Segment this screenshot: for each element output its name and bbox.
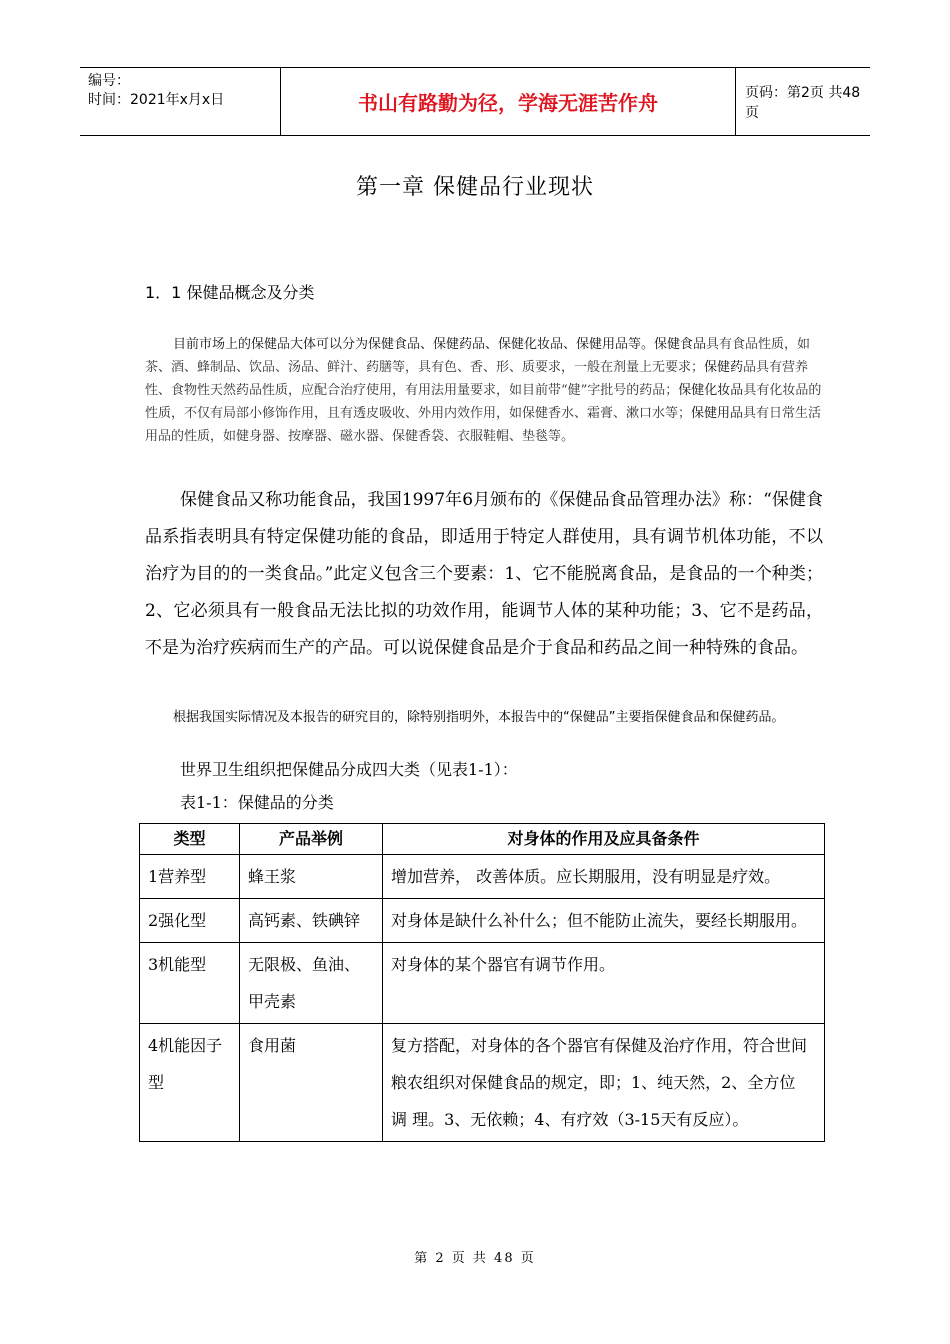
table-caption: 表1-1：保健品的分类: [180, 793, 334, 812]
table-cell: 蜂王浆: [240, 855, 383, 899]
header-page-info: 页码：第2页 共48页: [745, 84, 861, 121]
table-cell: 对身体的某个器官有调节作用。: [383, 943, 825, 1024]
chapter-title: 第一章 保健品行业现状: [356, 175, 594, 200]
table-cell: 4机能因子型: [140, 1024, 240, 1142]
paragraph-who: 世界卫生组织把保健品分成四大类（见表1-1）：: [180, 760, 518, 779]
table-row: [140, 943, 825, 1024]
table-cell: 对身体是缺什么补什么；但不能防止流失，要经长期服用。: [383, 899, 825, 943]
para1-g: 保健用品: [691, 406, 744, 421]
para1-c: 保健药: [704, 360, 744, 375]
table-cell: 食用菌: [240, 1024, 383, 1142]
para1-b: 具有食品性质，如茶、酒、蜂制品、饮品、汤品、鲜汁、药膳等，具有色、香、形、质要求，一般在剂量上无要求；: [145, 337, 811, 375]
number-label: 编号：: [88, 73, 130, 89]
table-header: 对身体的作用及应具备条件: [383, 824, 825, 855]
table-cell: 2强化型: [140, 899, 240, 943]
table-cell: 无限极、鱼油、甲壳素: [240, 943, 383, 1024]
table-header: 类型: [140, 824, 240, 855]
table-header: 产品举例: [240, 824, 383, 855]
table-cell: 复方搭配，对身体的各个器官有保健及治疗作用，符合世间粮农组织对保健食品的规定，即；1、纯天然，2、全方位 调 理。3、无依赖；4、有疗效（3-15天有反应）。: [383, 1024, 825, 1142]
para1-a: 目前市场上的保健品大体可以分为保健食品、保健药品、保健化妆品、保健用品等。保健食品: [173, 337, 707, 352]
table-cell: 增加营养， 改善体质。应长期服用，没有明显是疗效。: [383, 855, 825, 899]
time-label: 时间：2021年x月x日: [88, 92, 225, 108]
header-meta: [88, 72, 224, 110]
para1-f: 具有化妆品的性质，不仅有局部小修饰作用，且有透皮吸收、外用内效作用，如保健香水、霜膏、漱口水等；: [145, 383, 822, 421]
header-motto: 书山有路勤为径，学海无涯苦作舟: [280, 68, 736, 135]
table-row: [140, 1024, 825, 1142]
paragraph-scope: 根据我国实际情况及本报告的研究目的，除特别指明外，本报告中的“保健品”主要指保健食品和保健药品。: [173, 710, 785, 725]
table-cell: 高钙素、铁碘锌: [240, 899, 383, 943]
paragraph-definition: 保健食品又称功能食品，我国1997年6月颁布的《保健品食品管理办法》称：“保健食品系指表明具有特定保健功能的食品，即适用于特定人群使用，具有调节机体功能，不以治疗为目的的一类食品。”此定义包含三个要素：1、它不能脱离食品，是食品的一个种类；2、它必须具有一般食品无法比拟的功效作用，能调节人体的某种功能；3、它不是药品，不是为治疗疾病而生产的产品。可以说保健食品是介于食品和药品之间一种特殊的食品。: [145, 490, 823, 658]
para1-d: 品具有营养性、食物性天然药品性质，应配合治疗使用，有用法用量要求，如目前带“健”字批号的药品；: [145, 360, 809, 398]
table-row: [140, 899, 825, 943]
table-cell: 1营养型: [140, 855, 240, 899]
table-row: [140, 855, 825, 899]
page-footer: 第 2 页 共 48 页: [414, 1251, 536, 1266]
table-cell: 3机能型: [140, 943, 240, 1024]
para1-e: 保健化妆品: [678, 383, 744, 398]
classification-table: [139, 823, 825, 1142]
table-header-row: [140, 824, 825, 855]
paragraph-categories: [145, 333, 823, 448]
page-header: [80, 67, 870, 136]
para1-h: 具有日常生活用品的性质，如健身器、按摩器、磁水器、保健香袋、衣服鞋帽、垫毯等。: [145, 406, 822, 444]
section-title: 1．1 保健品概念及分类: [145, 283, 315, 302]
